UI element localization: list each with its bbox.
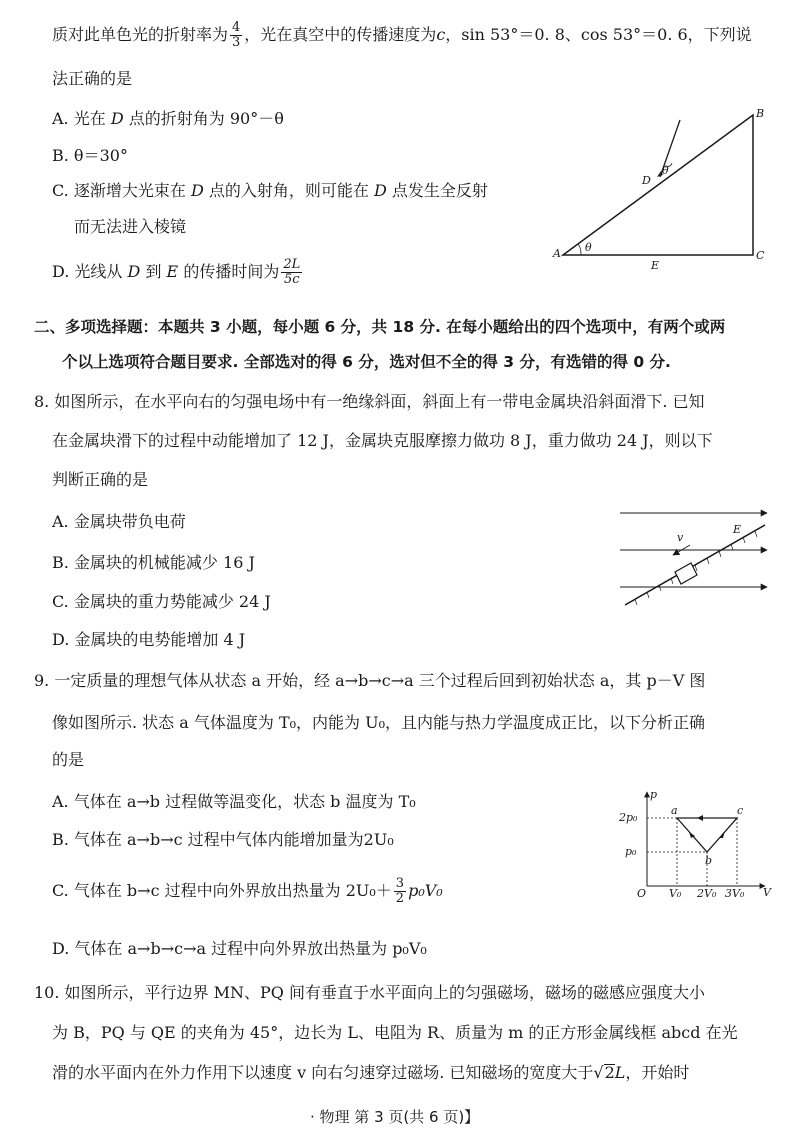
label-e: E (651, 259, 660, 270)
label-state-c: c (737, 804, 744, 817)
three-halves-fraction: $\frac{3}{2}$ (395, 876, 405, 906)
angle-arc-a (578, 244, 581, 255)
q7-option-c-cont: 而无法进入棱镜 (74, 217, 187, 236)
incline-figure (615, 505, 775, 615)
q8-option-a: A. 金属块带负电荷 (52, 512, 186, 531)
q9-option-b: B. 气体在 a→b→c 过程中气体内能增加量为2U₀ (52, 830, 394, 849)
label-state-a: a (671, 804, 678, 817)
q10-line-3: 滑的水平面内在外力作用下以速度 v 向右匀速穿过磁场. 已知磁场的宽度大于√2L，开始时 (52, 1063, 690, 1082)
tick-p0: p₀ (625, 845, 637, 858)
tick-3v0: 3V₀ (725, 887, 745, 898)
q10-line-1: 10. 如图所示，平行边界 MN、PQ 间有垂直于水平面向上的匀强磁场，磁场的磁感应强度大小 (34, 983, 705, 1002)
label-e-field: E (733, 523, 742, 536)
refractive-index-fraction: $\frac{4}{3}$ (232, 20, 241, 50)
q9-line-3: 的是 (52, 750, 85, 769)
label-v-axis: V (763, 886, 771, 898)
label-v: v (677, 531, 684, 544)
label-b: B (756, 107, 765, 120)
q9-line-1: 9. 一定质量的理想气体从状态 a 开始，经 a→b→c→a 三个过程后回到初始状态 a，其 p－V 图 (34, 671, 706, 690)
tick-2v0: 2V₀ (697, 887, 717, 898)
prism-triangle (563, 115, 753, 255)
q9-line-2: 像如图所示. 状态 a 气体温度为 T₀，内能为 U₀，且内能与热力学温度成正比，以下分析正确 (52, 713, 706, 732)
label-o: O (637, 887, 647, 898)
q7-option-a: A. 光在 D 点的折射角为 90°－θ (52, 109, 284, 128)
q8-line-2: 在金属块滑下的过程中动能增加了 12 J，金属块克服摩擦力做功 8 J，重力做功 24 J，则以下 (52, 431, 713, 450)
section2-line-1: 二、多项选择题：本题共 3 小题，每小题 6 分，共 18 分. 在每小题给出的四个选项中，有两个或两 (34, 318, 726, 336)
tick-2p0: 2p₀ (619, 811, 638, 824)
q10-line-2: 为 B，PQ 与 QE 的夹角为 45°，边长为 L、电阻为 R、质量为 m 的正方形金属线框 abcd 在光 (52, 1023, 738, 1042)
label-d: D (642, 174, 651, 187)
prism-figure (545, 105, 770, 270)
label-a: A (553, 247, 561, 260)
tick-v0: V₀ (669, 887, 682, 898)
pv-graph (615, 788, 775, 898)
q9-option-c: C. 气体在 b→c 过程中向外界放出热量为 2U₀＋ $\frac{3}{2}$ p₀V₀ (52, 876, 443, 906)
q7-option-c: C. 逐渐增大光束在 D 点的入射角，则可能在 D 点发生全反射 (52, 181, 488, 200)
label-state-b: b (705, 854, 713, 867)
q7-option-b: B. θ＝30° (52, 146, 128, 165)
q9-option-d: D. 气体在 a→b→c→a 过程中向外界放出热量为 p₀V₀ (52, 939, 427, 958)
process-triangle (677, 818, 737, 852)
incline-hatching (635, 531, 757, 605)
q7-option-d: D. 光线从 D 到 E 的传播时间为 $\frac{2L}{5c}$ (52, 257, 301, 287)
q8-line-1: 8. 如图所示，在水平向右的匀强电场中有一绝缘斜面，斜面上有一带电金属块沿斜面滑下. 已知 (34, 392, 705, 411)
arrow-ca (697, 815, 703, 821)
dashed-guides (647, 818, 737, 886)
q9-option-a: A. 气体在 a→b 过程做等温变化，状态 b 温度为 T₀ (52, 792, 416, 811)
label-p: p (650, 788, 658, 801)
label-theta-a: θ (585, 241, 592, 254)
label-c: C (756, 249, 765, 262)
time-fraction: $\frac{2L}{5c}$ (283, 257, 301, 287)
intro-line-1: 质对此单色光的折射率为 $\frac{4}{3}$ ，光在真空中的传播速度为c，sin 53°＝0. 8、cos 53°＝0. 6，下列说 (52, 20, 752, 50)
q8-option-d: D. 金属块的电势能增加 4 J (52, 630, 246, 649)
page-footer: · 物理 第 3 页(共 6 页)】 (310, 1108, 480, 1126)
q8-option-b: B. 金属块的机械能减少 16 J (52, 553, 255, 572)
label-theta-d: θ (662, 164, 669, 177)
intro-line-2: 法正确的是 (52, 69, 133, 88)
section2-line-2: 个以上选项符合题目要求. 全部选对的得 6 分，选对但不全的得 3 分，有选错的得 0 分. (62, 353, 671, 371)
q8-option-c: C. 金属块的重力势能减少 24 J (52, 592, 271, 611)
q8-line-3: 判断正确的是 (52, 470, 149, 489)
